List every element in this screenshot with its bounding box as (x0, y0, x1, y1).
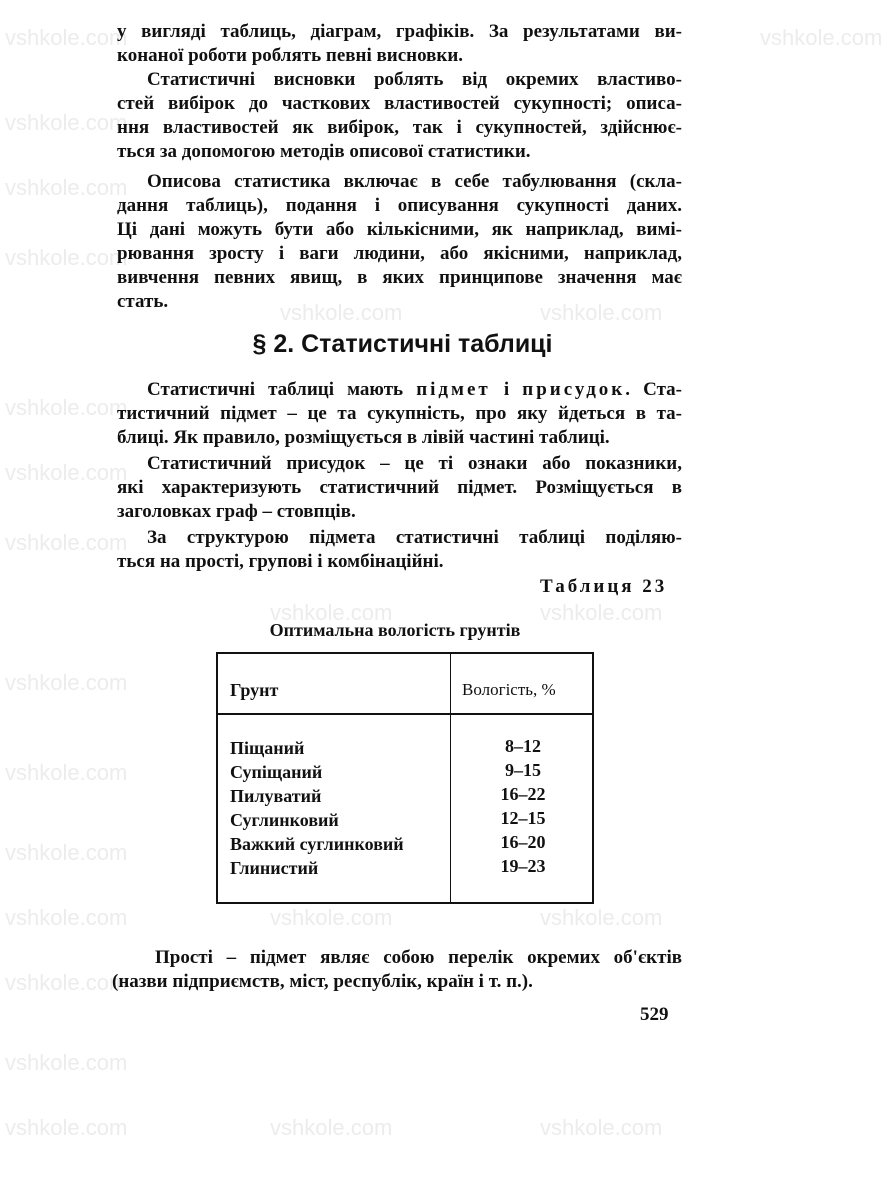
table-cell-moisture: 12–15 (500, 808, 546, 828)
watermark: vshkole.com (5, 670, 128, 695)
text-line: ння властивостей як вибірок, так і сукупностей, здійснює- (117, 117, 682, 138)
table-cell-moisture: 16–22 (500, 784, 546, 804)
table-cell-soil: Важкий суглинковий (230, 834, 404, 854)
watermark: vshkole.com (5, 840, 128, 865)
table-cell-moisture: 8–12 (505, 736, 541, 756)
section-heading: § 2. Статистичні таблиці (252, 330, 553, 358)
text-line: тистичний підмет – це та сукупність, про яку йдеться в та- (117, 403, 682, 424)
watermark: vshkole.com (760, 25, 882, 50)
watermark: vshkole.com (5, 395, 128, 420)
watermark: vshkole.com (540, 300, 663, 325)
watermark: vshkole.com (5, 25, 128, 50)
text-line: Описова статистика включає в себе табулювання (скла- (147, 171, 682, 192)
watermark: vshkole.com (5, 905, 128, 930)
watermark: vshkole.com (5, 530, 128, 555)
moisture-table (216, 652, 594, 904)
watermark: vshkole.com (270, 905, 393, 930)
text-line: стей вибірок до часткових властивостей сукупності; описа- (117, 93, 682, 114)
text-line: ться на прості, групові і комбінаційні. (117, 551, 444, 572)
watermark: vshkole.com (5, 1115, 128, 1140)
table-cell-soil: Пилуватий (230, 786, 322, 806)
table-label: Таблиця 23 (540, 576, 668, 597)
text-span: і (490, 379, 523, 400)
table-title: Оптимальна вологість грунтів (269, 620, 521, 640)
text-line: які характеризують статистичний підмет. Розміщується в (117, 477, 682, 498)
text-line: дання таблиць), подання і описування сукупності даних. (117, 195, 682, 216)
table-header-divider (218, 713, 592, 715)
watermark: vshkole.com (280, 300, 403, 325)
column-header-soil: Грунт (230, 680, 279, 700)
text-line: ться за допомогою методів описової статистики. (117, 141, 531, 162)
term-subject: підмет (416, 379, 491, 400)
text-line: За структурою підмета статистичні таблиці поділяю- (147, 527, 682, 548)
term-predicate: присудок (522, 379, 626, 400)
page-number: 529 (640, 1004, 669, 1025)
watermark: vshkole.com (5, 970, 128, 995)
watermark: vshkole.com (5, 245, 128, 270)
text-line: Статистичні висновки роблять від окремих властиво- (147, 69, 682, 90)
text-line: заголовках граф – стовпців. (117, 501, 356, 522)
text-line: стать. (117, 291, 169, 312)
table-cell-soil: Піщаний (230, 738, 305, 758)
watermark: vshkole.com (5, 760, 128, 785)
table-cell-moisture: 16–20 (500, 832, 546, 852)
column-header-moisture: Вологість, % (462, 680, 556, 699)
text-span: Статистичні таблиці мають (147, 379, 417, 400)
watermark: vshkole.com (5, 110, 128, 135)
table-cell-soil: Суглинковий (230, 810, 339, 830)
table-cell-soil: Глинистий (230, 858, 319, 878)
watermark: vshkole.com (5, 1050, 128, 1075)
table-cell-soil: Супіщаний (230, 762, 323, 782)
text-line: Ці дані можуть бути або кількісними, як наприклад, вимі- (117, 219, 682, 240)
watermark: vshkole.com (540, 600, 663, 625)
text-line: Прості – підмет являє собою перелік окремих об'єктів (155, 947, 682, 968)
table-cell-moisture: 9–15 (505, 760, 541, 780)
watermark: vshkole.com (5, 460, 128, 485)
text-line: (назви підприємств, міст, республік, країн і т. п.). (112, 971, 533, 992)
watermark: vshkole.com (270, 600, 393, 625)
watermark: vshkole.com (270, 1115, 393, 1140)
text-line: вивчення певних явищ, в яких принципове значення має (117, 267, 682, 288)
text-line: конаної роботи роблять певні висновки. (117, 45, 464, 66)
text-line: у вигляді таблиць, діаграм, графіків. За результатами ви- (117, 21, 682, 42)
text-line: блиці. Як правило, розміщується в лівій частині таблиці. (117, 427, 610, 448)
text-line: Статистичний присудок – це ті ознаки або показники, (147, 453, 682, 474)
watermark: vshkole.com (5, 175, 128, 200)
text-line (147, 378, 682, 402)
text-line: рювання зросту і ваги людини, або якісними, наприклад, (117, 243, 682, 264)
watermark: vshkole.com (540, 905, 663, 930)
text-span: . Ста- (625, 379, 682, 400)
watermark: vshkole.com (540, 1115, 663, 1140)
table-cell-moisture: 19–23 (500, 856, 546, 876)
